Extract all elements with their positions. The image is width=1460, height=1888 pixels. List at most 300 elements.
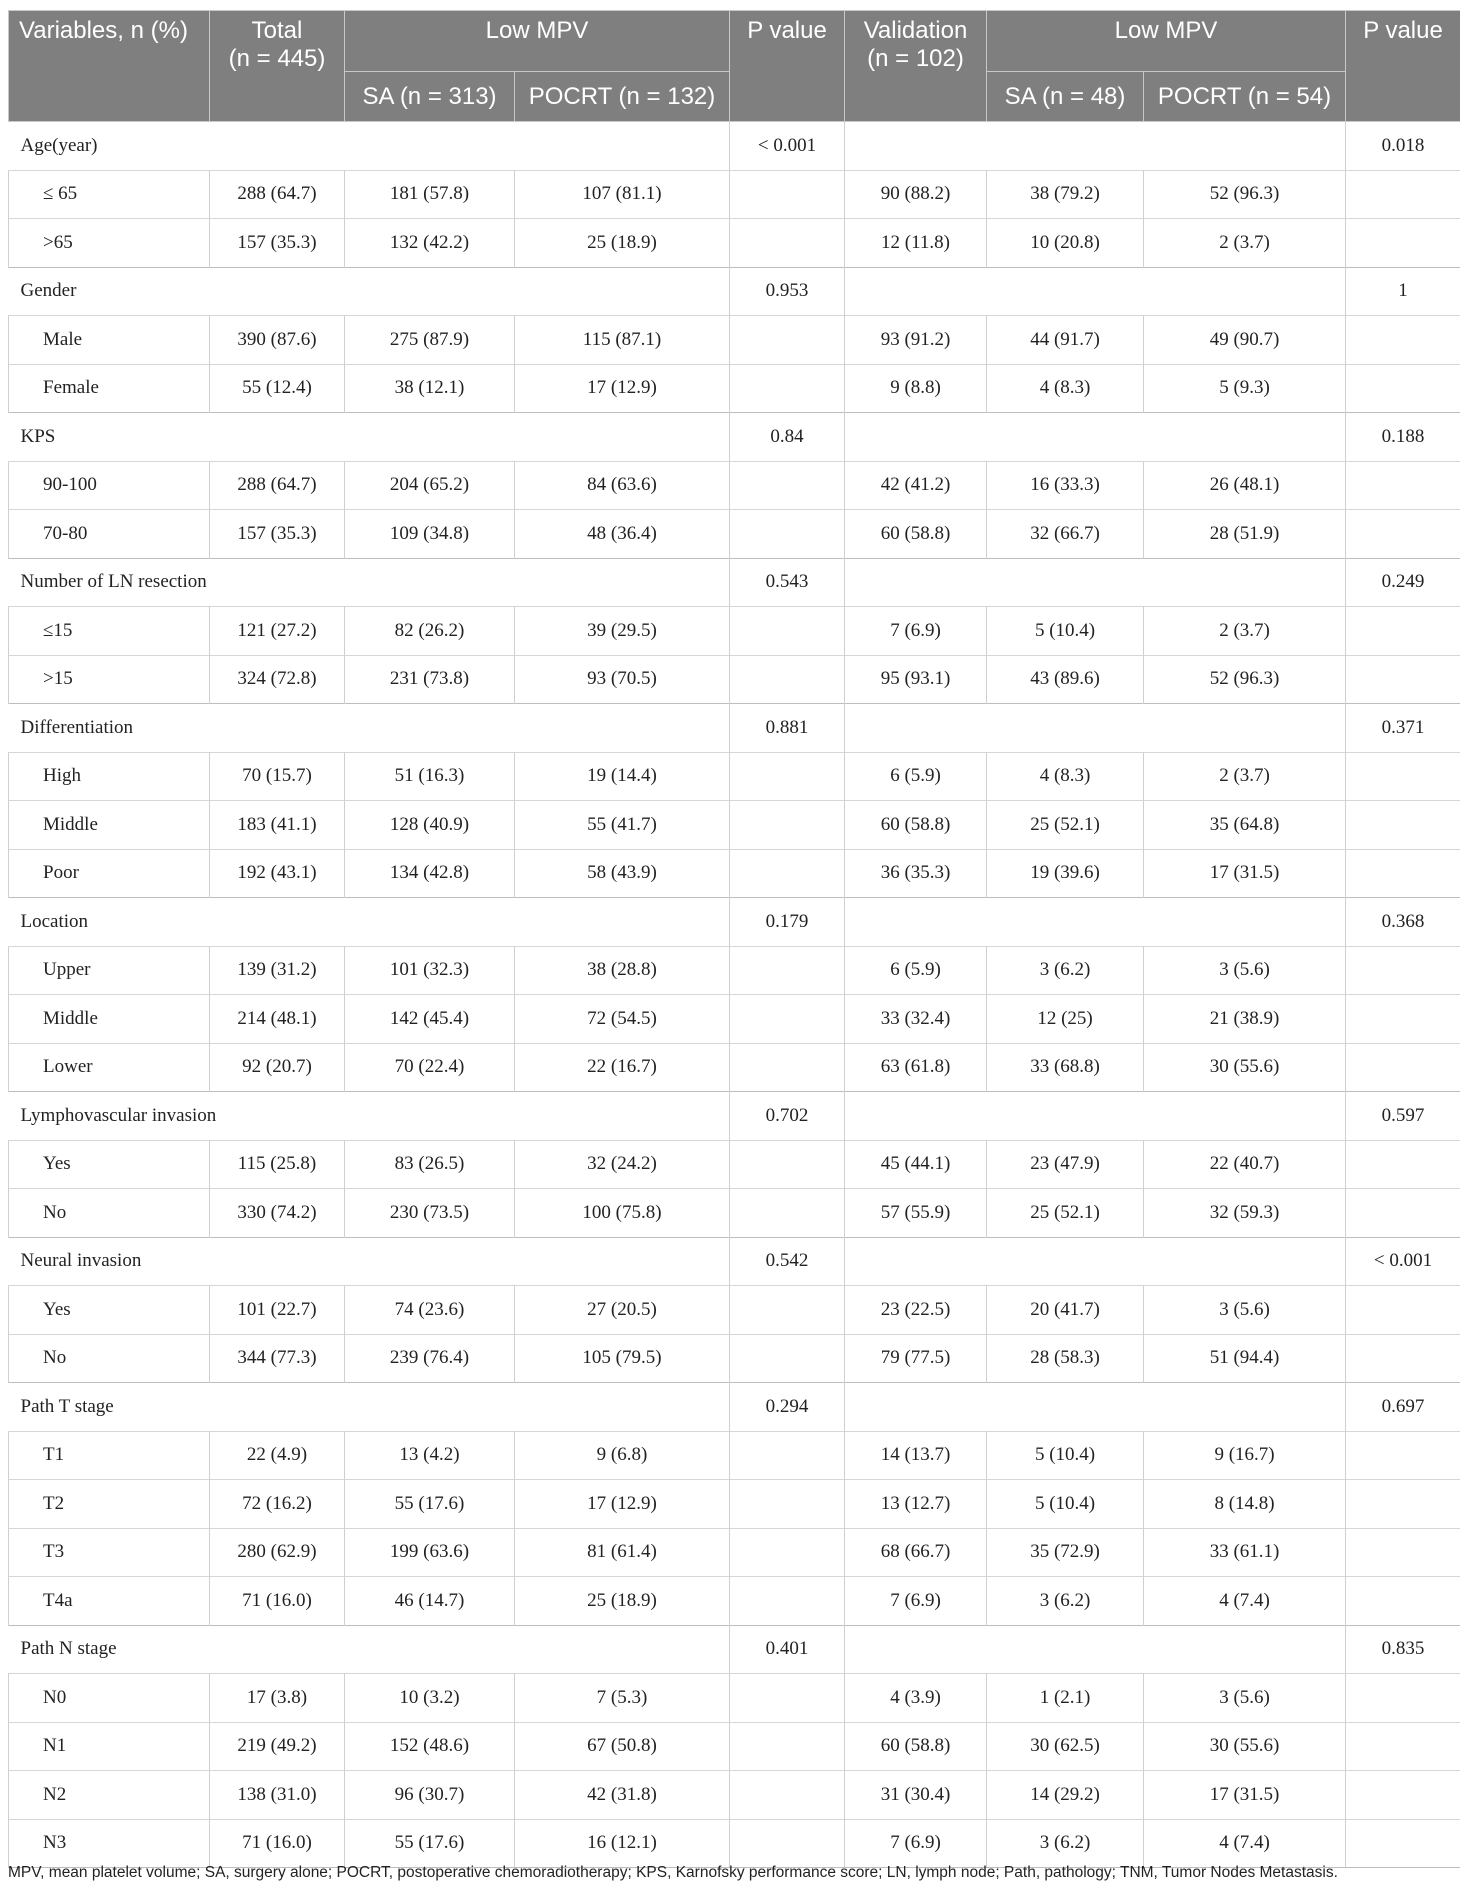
cell-validation: 7 (6.9)	[845, 1819, 987, 1868]
cell-sa-training: 55 (17.6)	[345, 1480, 515, 1529]
cell-validation: 33 (32.4)	[845, 995, 987, 1044]
cell-p-value-empty	[1346, 946, 1460, 995]
cell-pocrt-training: 27 (20.5)	[515, 1286, 730, 1335]
header-validation	[845, 11, 987, 122]
cell-sa-validation: 10 (20.8)	[987, 219, 1144, 268]
group-spacer	[845, 413, 1346, 462]
cell-pocrt-validation: 30 (55.6)	[1144, 1722, 1346, 1771]
row-label: T4a	[9, 1577, 210, 1626]
cell-pocrt-validation: 51 (94.4)	[1144, 1334, 1346, 1383]
cell-sa-training: 152 (48.6)	[345, 1722, 515, 1771]
cell-p-value-empty	[1346, 1480, 1460, 1529]
table-row	[9, 1189, 1460, 1238]
group-header-row	[9, 898, 1460, 947]
group-p-value-validation: 0.249	[1346, 558, 1460, 607]
cell-pocrt-validation: 3 (5.6)	[1144, 1674, 1346, 1723]
cell-validation: 7 (6.9)	[845, 607, 987, 656]
row-label: Upper	[9, 946, 210, 995]
cell-pocrt-training: 42 (31.8)	[515, 1771, 730, 1820]
cell-sa-validation: 38 (79.2)	[987, 170, 1144, 219]
cell-validation: 23 (22.5)	[845, 1286, 987, 1335]
cell-pocrt-validation: 52 (96.3)	[1144, 655, 1346, 704]
cell-p-value-empty	[730, 607, 845, 656]
cell-validation: 63 (61.8)	[845, 1043, 987, 1092]
group-name: Differentiation	[9, 704, 730, 753]
cell-sa-validation: 1 (2.1)	[987, 1674, 1144, 1723]
cell-total: 280 (62.9)	[210, 1528, 345, 1577]
cell-sa-training: 181 (57.8)	[345, 170, 515, 219]
cell-validation: 14 (13.7)	[845, 1431, 987, 1480]
cell-pocrt-validation: 3 (5.6)	[1144, 1286, 1346, 1335]
header-pocrt-validation: POCRT (n = 54)	[1144, 72, 1346, 122]
cell-p-value-empty	[1346, 364, 1460, 413]
cell-total: 72 (16.2)	[210, 1480, 345, 1529]
cell-p-value-empty	[730, 1528, 845, 1577]
cell-p-value-empty	[730, 1819, 845, 1868]
cell-pocrt-training: 48 (36.4)	[515, 510, 730, 559]
header-validation-n: (n = 102)	[867, 45, 964, 72]
table-row	[9, 801, 1460, 850]
cell-p-value-empty	[730, 1771, 845, 1820]
row-label: Yes	[9, 1140, 210, 1189]
group-p-value-validation: 0.188	[1346, 413, 1460, 462]
table-row	[9, 946, 1460, 995]
cell-p-value-empty	[1346, 1043, 1460, 1092]
table-row	[9, 607, 1460, 656]
group-p-value-training: 0.953	[730, 267, 845, 316]
cell-total: 22 (4.9)	[210, 1431, 345, 1480]
cell-sa-training: 142 (45.4)	[345, 995, 515, 1044]
group-p-value-validation: 1	[1346, 267, 1460, 316]
header-low-mpv-training: Low MPV	[345, 11, 730, 72]
cell-p-value-empty	[730, 316, 845, 365]
cell-pocrt-validation: 2 (3.7)	[1144, 219, 1346, 268]
cell-total: 214 (48.1)	[210, 995, 345, 1044]
group-p-value-training: 0.702	[730, 1092, 845, 1141]
header-validation-label: Validation	[863, 17, 968, 44]
cell-p-value-empty	[730, 752, 845, 801]
cell-sa-training: 82 (26.2)	[345, 607, 515, 656]
cell-total: 70 (15.7)	[210, 752, 345, 801]
cell-total: 17 (3.8)	[210, 1674, 345, 1723]
cell-p-value-empty	[1346, 752, 1460, 801]
cell-p-value-empty	[1346, 1674, 1460, 1723]
cell-sa-validation: 32 (66.7)	[987, 510, 1144, 559]
cell-sa-validation: 3 (6.2)	[987, 1577, 1144, 1626]
cell-sa-validation: 5 (10.4)	[987, 1480, 1144, 1529]
cell-p-value-empty	[730, 1286, 845, 1335]
table-row	[9, 849, 1460, 898]
cell-validation: 4 (3.9)	[845, 1674, 987, 1723]
cell-pocrt-training: 58 (43.9)	[515, 849, 730, 898]
group-spacer	[845, 1092, 1346, 1141]
cell-sa-training: 74 (23.6)	[345, 1286, 515, 1335]
table-row	[9, 655, 1460, 704]
cell-p-value-empty	[1346, 1286, 1460, 1335]
cell-sa-training: 38 (12.1)	[345, 364, 515, 413]
cell-sa-validation: 14 (29.2)	[987, 1771, 1144, 1820]
group-name: Path T stage	[9, 1383, 730, 1432]
cell-sa-training: 55 (17.6)	[345, 1819, 515, 1868]
header-low-mpv-validation: Low MPV	[987, 11, 1346, 72]
cell-total: 92 (20.7)	[210, 1043, 345, 1092]
group-name: Neural invasion	[9, 1237, 730, 1286]
row-label: 70-80	[9, 510, 210, 559]
cell-pocrt-training: 25 (18.9)	[515, 219, 730, 268]
cell-pocrt-training: 16 (12.1)	[515, 1819, 730, 1868]
cell-validation: 93 (91.2)	[845, 316, 987, 365]
cell-total: 121 (27.2)	[210, 607, 345, 656]
cell-p-value-empty	[1346, 995, 1460, 1044]
cell-sa-training: 128 (40.9)	[345, 801, 515, 850]
header-variables: Variables, n (%)	[9, 11, 210, 122]
cell-total: 192 (43.1)	[210, 849, 345, 898]
cell-sa-validation: 16 (33.3)	[987, 461, 1144, 510]
group-p-value-training: 0.542	[730, 1237, 845, 1286]
cell-pocrt-training: 39 (29.5)	[515, 607, 730, 656]
cell-p-value-empty	[730, 1140, 845, 1189]
cell-pocrt-validation: 2 (3.7)	[1144, 607, 1346, 656]
group-header-row	[9, 558, 1460, 607]
group-header-row	[9, 413, 1460, 462]
cell-p-value-empty	[1346, 1722, 1460, 1771]
cell-sa-training: 101 (32.3)	[345, 946, 515, 995]
cell-sa-training: 13 (4.2)	[345, 1431, 515, 1480]
group-header-row	[9, 1383, 1460, 1432]
cell-p-value-empty	[1346, 1140, 1460, 1189]
cell-p-value-empty	[730, 1189, 845, 1238]
row-label: ≤15	[9, 607, 210, 656]
cell-sa-training: 231 (73.8)	[345, 655, 515, 704]
group-spacer	[845, 1625, 1346, 1674]
group-name: Gender	[9, 267, 730, 316]
table-row	[9, 752, 1460, 801]
cell-pocrt-training: 67 (50.8)	[515, 1722, 730, 1771]
table-row	[9, 364, 1460, 413]
header-total-n: (n = 445)	[228, 45, 326, 72]
group-p-value-validation: 0.697	[1346, 1383, 1460, 1432]
group-spacer	[845, 558, 1346, 607]
cell-p-value-empty	[1346, 1771, 1460, 1820]
row-label: N1	[9, 1722, 210, 1771]
cell-pocrt-training: 17 (12.9)	[515, 364, 730, 413]
table-row	[9, 461, 1460, 510]
cell-pocrt-validation: 33 (61.1)	[1144, 1528, 1346, 1577]
cell-pocrt-validation: 9 (16.7)	[1144, 1431, 1346, 1480]
cell-p-value-empty	[730, 1043, 845, 1092]
group-header-row	[9, 1625, 1460, 1674]
cell-p-value-empty	[730, 219, 845, 268]
cell-total: 288 (64.7)	[210, 170, 345, 219]
cell-sa-validation: 25 (52.1)	[987, 801, 1144, 850]
cell-p-value-empty	[730, 1334, 845, 1383]
cell-pocrt-training: 17 (12.9)	[515, 1480, 730, 1529]
cell-pocrt-training: 9 (6.8)	[515, 1431, 730, 1480]
header-pocrt-training: POCRT (n = 132)	[515, 72, 730, 122]
cell-p-value-empty	[1346, 1577, 1460, 1626]
cell-p-value-empty	[730, 1674, 845, 1723]
cell-total: 138 (31.0)	[210, 1771, 345, 1820]
cell-sa-validation: 3 (6.2)	[987, 1819, 1144, 1868]
cell-pocrt-training: 32 (24.2)	[515, 1140, 730, 1189]
cell-validation: 57 (55.9)	[845, 1189, 987, 1238]
cell-sa-validation: 20 (41.7)	[987, 1286, 1144, 1335]
cell-sa-training: 230 (73.5)	[345, 1189, 515, 1238]
cell-p-value-empty	[1346, 510, 1460, 559]
cell-p-value-empty	[730, 1480, 845, 1529]
row-label: N0	[9, 1674, 210, 1723]
cell-sa-validation: 33 (68.8)	[987, 1043, 1144, 1092]
table-row	[9, 1334, 1460, 1383]
cell-pocrt-training: 55 (41.7)	[515, 801, 730, 850]
cell-sa-validation: 25 (52.1)	[987, 1189, 1144, 1238]
cell-sa-training: 134 (42.8)	[345, 849, 515, 898]
cell-sa-training: 10 (3.2)	[345, 1674, 515, 1723]
cell-validation: 31 (30.4)	[845, 1771, 987, 1820]
cell-total: 157 (35.3)	[210, 219, 345, 268]
row-label: Male	[9, 316, 210, 365]
cell-p-value-empty	[1346, 1334, 1460, 1383]
cell-p-value-empty	[1346, 849, 1460, 898]
group-p-value-training: 0.401	[730, 1625, 845, 1674]
cell-pocrt-training: 7 (5.3)	[515, 1674, 730, 1723]
cell-pocrt-validation: 30 (55.6)	[1144, 1043, 1346, 1092]
cell-total: 55 (12.4)	[210, 364, 345, 413]
cell-pocrt-validation: 52 (96.3)	[1144, 170, 1346, 219]
cell-pocrt-training: 107 (81.1)	[515, 170, 730, 219]
cell-validation: 36 (35.3)	[845, 849, 987, 898]
cell-sa-training: 199 (63.6)	[345, 1528, 515, 1577]
cell-pocrt-validation: 28 (51.9)	[1144, 510, 1346, 559]
cell-sa-validation: 5 (10.4)	[987, 1431, 1144, 1480]
cell-pocrt-validation: 17 (31.5)	[1144, 849, 1346, 898]
cell-pocrt-training: 19 (14.4)	[515, 752, 730, 801]
cell-pocrt-training: 81 (61.4)	[515, 1528, 730, 1577]
cell-sa-training: 204 (65.2)	[345, 461, 515, 510]
cell-sa-validation: 19 (39.6)	[987, 849, 1144, 898]
cell-p-value-empty	[1346, 316, 1460, 365]
cell-validation: 95 (93.1)	[845, 655, 987, 704]
cell-validation: 60 (58.8)	[845, 510, 987, 559]
group-name: Location	[9, 898, 730, 947]
group-p-value-validation: 0.018	[1346, 122, 1460, 171]
cell-total: 157 (35.3)	[210, 510, 345, 559]
cell-pocrt-validation: 2 (3.7)	[1144, 752, 1346, 801]
cell-validation: 60 (58.8)	[845, 1722, 987, 1771]
group-spacer	[845, 1383, 1346, 1432]
cell-sa-validation: 5 (10.4)	[987, 607, 1144, 656]
row-label: T3	[9, 1528, 210, 1577]
cell-p-value-empty	[730, 461, 845, 510]
header-p-value-validation: P value	[1346, 11, 1460, 122]
cell-total: 115 (25.8)	[210, 1140, 345, 1189]
table-row	[9, 510, 1460, 559]
cell-sa-training: 96 (30.7)	[345, 1771, 515, 1820]
cell-p-value-empty	[1346, 801, 1460, 850]
group-p-value-validation: 0.835	[1346, 1625, 1460, 1674]
cell-pocrt-training: 38 (28.8)	[515, 946, 730, 995]
cell-sa-validation: 35 (72.9)	[987, 1528, 1144, 1577]
cell-total: 71 (16.0)	[210, 1819, 345, 1868]
cell-sa-validation: 3 (6.2)	[987, 946, 1144, 995]
cell-pocrt-training: 25 (18.9)	[515, 1577, 730, 1626]
cell-p-value-empty	[730, 849, 845, 898]
cell-p-value-empty	[730, 655, 845, 704]
cell-p-value-empty	[1346, 1819, 1460, 1868]
table-row	[9, 1528, 1460, 1577]
group-spacer	[845, 1237, 1346, 1286]
cell-p-value-empty	[730, 510, 845, 559]
cell-p-value-empty	[730, 801, 845, 850]
row-label: Poor	[9, 849, 210, 898]
cell-validation: 13 (12.7)	[845, 1480, 987, 1529]
table-row	[9, 1577, 1460, 1626]
table-footnote: MPV, mean platelet volume; SA, surgery alone; POCRT, postoperative chemoradiotherapy; KPS, Karnofsky performance score; LN, lymph node; Path, pathology; TNM, Tumor Nodes Metastasis.	[8, 1864, 1338, 1881]
group-p-value-validation: 0.371	[1346, 704, 1460, 753]
baseline-characteristics-table-container	[8, 10, 1460, 1868]
cell-total: 344 (77.3)	[210, 1334, 345, 1383]
group-header-row	[9, 122, 1460, 171]
cell-sa-training: 51 (16.3)	[345, 752, 515, 801]
row-label: No	[9, 1189, 210, 1238]
cell-p-value-empty	[1346, 655, 1460, 704]
group-name: Number of LN resection	[9, 558, 730, 607]
cell-pocrt-validation: 4 (7.4)	[1144, 1577, 1346, 1626]
cell-p-value-empty	[1346, 1189, 1460, 1238]
cell-sa-validation: 23 (47.9)	[987, 1140, 1144, 1189]
cell-sa-training: 83 (26.5)	[345, 1140, 515, 1189]
table-body	[9, 122, 1460, 1868]
cell-sa-training: 46 (14.7)	[345, 1577, 515, 1626]
cell-p-value-empty	[730, 170, 845, 219]
cell-sa-training: 132 (42.2)	[345, 219, 515, 268]
cell-sa-training: 239 (76.4)	[345, 1334, 515, 1383]
cell-sa-validation: 12 (25)	[987, 995, 1144, 1044]
table-row	[9, 995, 1460, 1044]
cell-sa-validation: 43 (89.6)	[987, 655, 1144, 704]
cell-total: 139 (31.2)	[210, 946, 345, 995]
cell-p-value-empty	[730, 1431, 845, 1480]
table-row	[9, 1431, 1460, 1480]
table-row	[9, 1286, 1460, 1335]
group-p-value-training: 0.179	[730, 898, 845, 947]
cell-sa-validation: 4 (8.3)	[987, 364, 1144, 413]
cell-pocrt-validation: 21 (38.9)	[1144, 995, 1346, 1044]
group-name: Age(year)	[9, 122, 730, 171]
group-header-row	[9, 1092, 1460, 1141]
row-label: N2	[9, 1771, 210, 1820]
cell-p-value-empty	[1346, 1528, 1460, 1577]
cell-sa-training: 70 (22.4)	[345, 1043, 515, 1092]
cell-validation: 12 (11.8)	[845, 219, 987, 268]
cell-total: 390 (87.6)	[210, 316, 345, 365]
row-label: >65	[9, 219, 210, 268]
group-p-value-validation: 0.368	[1346, 898, 1460, 947]
table-row	[9, 1043, 1460, 1092]
group-header-row	[9, 267, 1460, 316]
cell-validation: 68 (66.7)	[845, 1528, 987, 1577]
cell-pocrt-validation: 3 (5.6)	[1144, 946, 1346, 995]
cell-validation: 7 (6.9)	[845, 1577, 987, 1626]
cell-pocrt-training: 72 (54.5)	[515, 995, 730, 1044]
table-row	[9, 219, 1460, 268]
cell-total: 183 (41.1)	[210, 801, 345, 850]
cell-total: 219 (49.2)	[210, 1722, 345, 1771]
group-header-row	[9, 704, 1460, 753]
cell-pocrt-validation: 32 (59.3)	[1144, 1189, 1346, 1238]
row-label: ≤ 65	[9, 170, 210, 219]
group-name: Path N stage	[9, 1625, 730, 1674]
group-name: KPS	[9, 413, 730, 462]
cell-p-value-empty	[730, 1722, 845, 1771]
cell-total: 288 (64.7)	[210, 461, 345, 510]
group-p-value-training: 0.881	[730, 704, 845, 753]
cell-pocrt-validation: 17 (31.5)	[1144, 1771, 1346, 1820]
header-sa-validation: SA (n = 48)	[987, 72, 1144, 122]
cell-p-value-empty	[1346, 170, 1460, 219]
cell-validation: 9 (8.8)	[845, 364, 987, 413]
cell-p-value-empty	[1346, 1431, 1460, 1480]
group-spacer	[845, 267, 1346, 316]
table-row	[9, 1140, 1460, 1189]
row-label: N3	[9, 1819, 210, 1868]
header-total-label: Total	[251, 17, 303, 44]
group-p-value-validation: 0.597	[1346, 1092, 1460, 1141]
group-spacer	[845, 704, 1346, 753]
cell-pocrt-training: 115 (87.1)	[515, 316, 730, 365]
row-label: Yes	[9, 1286, 210, 1335]
cell-pocrt-training: 100 (75.8)	[515, 1189, 730, 1238]
cell-p-value-empty	[1346, 607, 1460, 656]
cell-p-value-empty	[1346, 461, 1460, 510]
table-row	[9, 1722, 1460, 1771]
header-sa-training: SA (n = 313)	[345, 72, 515, 122]
cell-validation: 45 (44.1)	[845, 1140, 987, 1189]
table-row	[9, 1819, 1460, 1868]
baseline-characteristics-table	[8, 10, 1460, 1868]
cell-p-value-empty	[730, 364, 845, 413]
cell-sa-training: 275 (87.9)	[345, 316, 515, 365]
cell-validation: 6 (5.9)	[845, 946, 987, 995]
cell-validation: 79 (77.5)	[845, 1334, 987, 1383]
table-row	[9, 170, 1460, 219]
row-label: Female	[9, 364, 210, 413]
cell-sa-validation: 4 (8.3)	[987, 752, 1144, 801]
cell-sa-training: 109 (34.8)	[345, 510, 515, 559]
row-label: >15	[9, 655, 210, 704]
cell-pocrt-validation: 49 (90.7)	[1144, 316, 1346, 365]
cell-pocrt-training: 84 (63.6)	[515, 461, 730, 510]
group-p-value-training: < 0.001	[730, 122, 845, 171]
row-label: T2	[9, 1480, 210, 1529]
cell-p-value-empty	[730, 1577, 845, 1626]
cell-pocrt-training: 22 (16.7)	[515, 1043, 730, 1092]
cell-sa-validation: 30 (62.5)	[987, 1722, 1144, 1771]
cell-total: 101 (22.7)	[210, 1286, 345, 1335]
cell-validation: 6 (5.9)	[845, 752, 987, 801]
group-header-row	[9, 1237, 1460, 1286]
group-p-value-validation: < 0.001	[1346, 1237, 1460, 1286]
cell-sa-validation: 44 (91.7)	[987, 316, 1144, 365]
cell-pocrt-training: 105 (79.5)	[515, 1334, 730, 1383]
cell-total: 330 (74.2)	[210, 1189, 345, 1238]
group-spacer	[845, 898, 1346, 947]
header-p-value-training: P value	[730, 11, 845, 122]
cell-validation: 60 (58.8)	[845, 801, 987, 850]
cell-pocrt-validation: 4 (7.4)	[1144, 1819, 1346, 1868]
row-label: 90-100	[9, 461, 210, 510]
cell-sa-validation: 28 (58.3)	[987, 1334, 1144, 1383]
